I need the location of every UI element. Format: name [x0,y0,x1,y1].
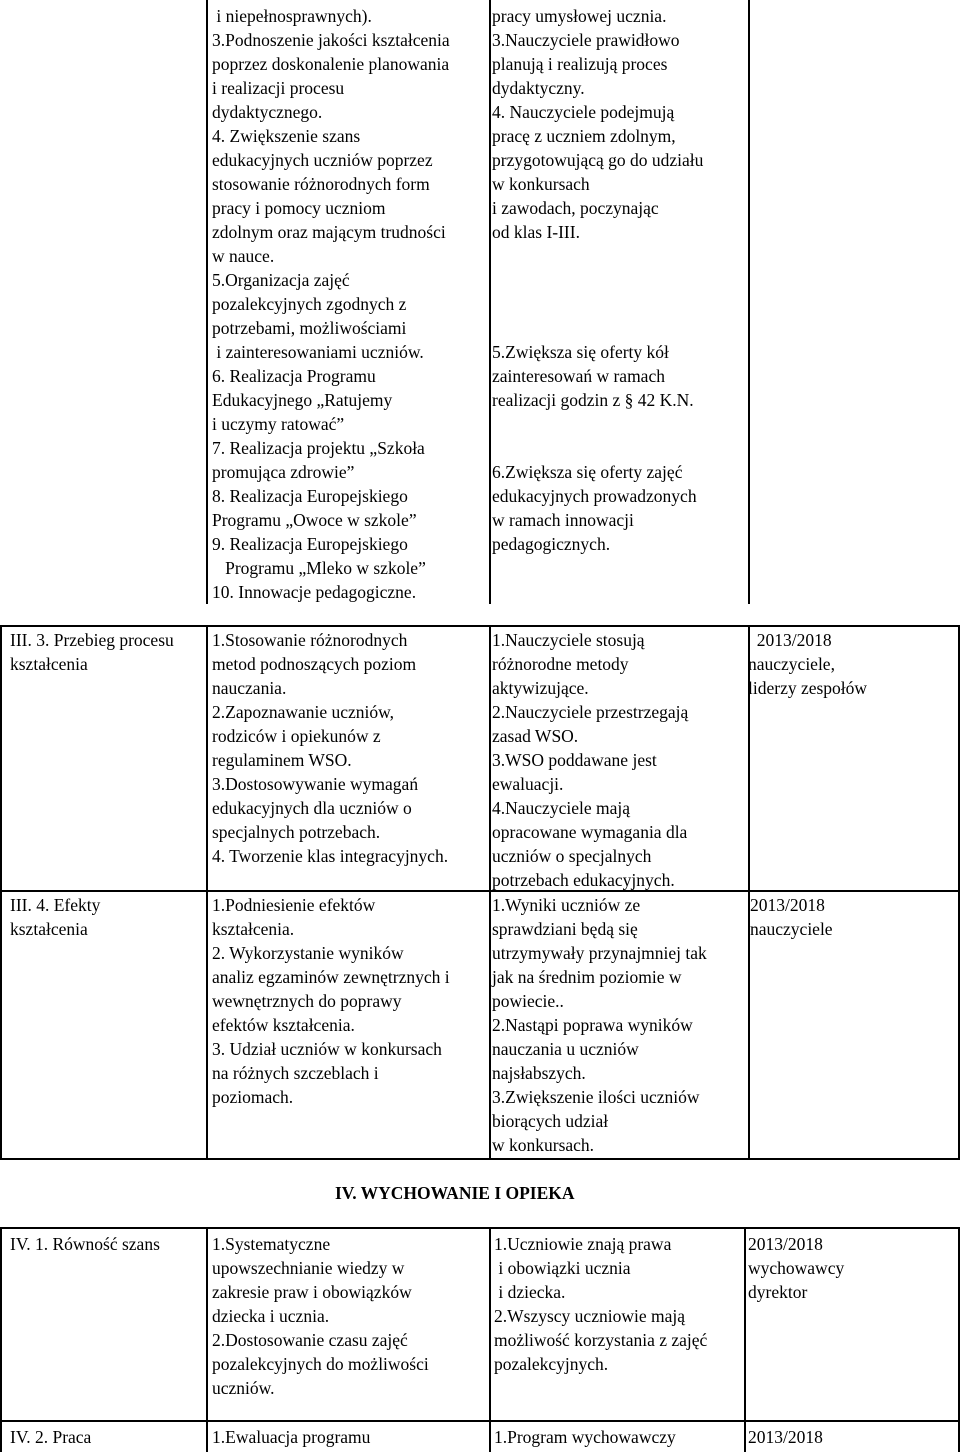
text-line: III. 3. Przebieg procesu [10,630,174,650]
text-line: kształcenia [10,919,88,939]
text-line: i zawodach, poczynając [492,198,659,218]
text-line: opracowane wymagania dla [492,822,688,842]
text-line: kształcenia [10,654,88,674]
text-line: 7. Realizacja projektu „Szkoła [212,438,425,458]
row-III4-col1 [10,893,100,941]
text-line: i realizacji procesu [212,78,345,98]
row-III3-col2 [212,628,448,868]
text-line: zainteresowań w ramach [492,366,665,386]
section-heading: IV. WYCHOWANIE I OPIEKA [335,1183,575,1203]
text-line: przygotowującą go do udziału [492,150,704,170]
row-IV2-col1 [10,1425,91,1449]
table-border [0,1227,2,1452]
text-line: dydaktyczny. [492,78,585,98]
text-line: ewaluacji. [492,774,564,794]
text-line: uczniów o specjalnych [492,846,652,866]
text-line: pracy umysłowej ucznia. [492,6,667,26]
text-line: edukacyjnych prowadzonych [492,486,697,506]
text-line: 4. Tworzenie klas integracyjnych. [212,846,449,866]
text-line: w konkursach [492,174,590,194]
text-line: nauczania u uczniów [492,1039,639,1059]
text-line: pozalekcyjnych do możliwości [212,1354,429,1374]
text-line: realizacji godzin z § 42 K.N. [492,390,694,410]
text-line: promująca zdrowie” [212,462,355,482]
text-line: i dziecka. [494,1282,566,1302]
text-line: biorących udział [492,1111,609,1131]
text-line: rodziców i opiekunów z [212,726,381,746]
text-line: 1.Wyniki uczniów ze [492,895,641,915]
text-line: metod podnoszących poziom [212,654,417,674]
text-line: efektów kształcenia. [212,1015,355,1035]
text-line: edukacyjnych uczniów poprzez [212,150,433,170]
text-line: uczniów. [212,1378,275,1398]
top-col2-text [212,4,450,604]
text-line: i uczymy ratować” [212,414,345,434]
text-line: IV. 1. Równość szans [10,1234,160,1254]
text-line: poprzez doskonalenie planowania [212,54,450,74]
table-border [206,1227,208,1452]
row-IV1-col1 [10,1232,160,1256]
text-line: pozalekcyjnych. [494,1354,609,1374]
row-III3-col1 [10,628,174,676]
text-line: w konkursach. [492,1135,595,1155]
text-line: wychowawcy [748,1258,845,1278]
text-line: 2013/2018 [748,630,832,650]
text-line: zdolnym oraz mającym trudności [212,222,446,242]
top-col3-text-3 [492,460,697,556]
text-line: dydaktycznego. [212,102,323,122]
text-line: 3.Zwiększenie ilości uczniów [492,1087,700,1107]
text-line: nauczyciele [750,919,833,939]
text-line: 3.Dostosowywanie wymagań [212,774,419,794]
row-IV1-col4 [748,1232,844,1304]
text-line: pracę z uczniem zdolnym, [492,126,676,146]
text-line: nauczyciele, [748,654,835,674]
text-line: 2. Wykorzystanie wyników [212,943,404,963]
text-line: dziecka i ucznia. [212,1306,330,1326]
text-line: stosowanie różnorodnych form [212,174,430,194]
row-IV2-col2 [212,1425,370,1449]
text-line: 4. Zwiększenie szans [212,126,361,146]
text-line: upowszechnianie wiedzy w [212,1258,405,1278]
table-border [489,1227,491,1452]
text-line: utrzymywały przynajmniej tak [492,943,707,963]
top-col3-text-1 [492,4,703,244]
text-line: najsłabszych. [492,1063,586,1083]
text-line: 2.Zapoznawanie uczniów, [212,702,395,722]
text-line: w ramach innowacji [492,510,634,530]
text-line: 2013/2018 [750,895,825,915]
text-line: nauczania. [212,678,287,698]
row-III4-col2 [212,893,450,1109]
table-border [0,625,2,1160]
text-line: 2013/2018 [748,1234,823,1254]
text-line: pedagogicznych. [492,534,611,554]
text-line: 5.Zwiększa się oferty kół [492,342,669,362]
row-IV2-col3 [494,1425,676,1449]
text-line: 3.Podnoszenie jakości kształcenia [212,30,450,50]
row-IV1-col3 [494,1232,707,1376]
text-line: III. 4. Efekty [10,895,101,915]
text-line: 3.WSO poddawane jest [492,750,657,770]
text-line: 4.Nauczyciele mają [492,798,630,818]
row-III3-col4 [748,628,867,700]
text-line: IV. 2. Praca [10,1427,92,1447]
text-line: 6.Zwiększa się oferty zajęć [492,462,683,482]
row-III3-col3 [492,628,688,892]
text-line: poziomach. [212,1087,294,1107]
text-line: pozalekcyjnych zgodnych z [212,294,407,314]
text-line: 5.Organizacja zajęć [212,270,350,290]
text-line: 2.Wszyscy uczniowie mają [494,1306,685,1326]
text-line: Edukacyjnego „Ratujemy [212,390,393,410]
text-line: i obowiązki ucznia [494,1258,631,1278]
text-line: dyrektor [748,1282,808,1302]
text-line: 3.Nauczyciele prawidłowo [492,30,680,50]
text-line: 2.Dostosowanie czasu zajęć [212,1330,408,1350]
table-border [0,625,960,627]
text-line: 1.Podniesienie efektów [212,895,376,915]
text-line: i niepełnosprawnych). [212,6,372,26]
text-line: sprawdziani będą się [492,919,638,939]
table-border [489,625,491,1160]
table-border [0,1227,960,1229]
text-line: specjalnych potrzebach. [212,822,381,842]
table-border [206,0,208,604]
text-line: 8. Realizacja Europejskiego [212,486,408,506]
text-line: zasad WSO. [492,726,579,746]
table-border [0,1420,960,1422]
text-line: i zainteresowaniami uczniów. [212,342,424,362]
text-line: aktywizujące. [492,678,589,698]
text-line: 2.Nauczyciele przestrzegają [492,702,689,722]
table-border [206,625,208,1160]
top-col3-text-2 [492,340,694,412]
text-line: analiz egzaminów zewnętrznych i [212,967,450,987]
text-line: Programu „Mleko w szkole” [212,558,426,578]
text-line: 2.Nastąpi poprawa wyników [492,1015,693,1035]
text-line: edukacyjnych dla uczniów o [212,798,412,818]
text-line: Programu „Owoce w szkole” [212,510,417,530]
text-line: 1.Nauczyciele stosują [492,630,645,650]
text-line: regulaminem WSO. [212,750,352,770]
row-III4-col4 [750,893,833,941]
text-line: kształcenia. [212,919,295,939]
text-line: 1.Uczniowie znają prawa [494,1234,672,1254]
text-line: zakresie praw i obowiązków [212,1282,412,1302]
row-IV1-col2 [212,1232,429,1400]
text-line: od klas I-III. [492,222,580,242]
text-line: 4. Nauczyciele podejmują [492,102,675,122]
text-line: planują i realizują proces [492,54,668,74]
row-III4-col3 [492,893,707,1157]
text-line: jak na średnim poziomie w [492,967,682,987]
row-IV2-col4 [748,1425,823,1449]
text-line: różnorodne metody [492,654,629,674]
table-border [0,1158,960,1160]
text-line: liderzy zespołów [748,678,868,698]
table-border [748,0,750,604]
text-line: 1.Systematyczne [212,1234,331,1254]
text-line: pracy i pomocy uczniom [212,198,386,218]
text-line: 2013/2018 [748,1427,823,1447]
text-line: potrzebami, możliwościami [212,318,407,338]
text-line: w nauce. [212,246,275,266]
table-border [489,0,491,604]
text-line: powiecie.. [492,991,564,1011]
text-line: na różnych szczeblach i [212,1063,379,1083]
text-line: 6. Realizacja Programu [212,366,376,386]
text-line: 9. Realizacja Europejskiego [212,534,408,554]
text-line: 1.Program wychowawczy [494,1427,676,1447]
text-line: 1.Stosowanie różnorodnych [212,630,408,650]
text-line: 3. Udział uczniów w konkursach [212,1039,442,1059]
table-border [0,890,960,892]
text-line: wewnętrznych do poprawy [212,991,402,1011]
text-line: potrzebach edukacyjnych. [492,870,675,890]
table-border [744,1227,746,1452]
text-line: możliwość korzystania z zajęć [494,1330,708,1350]
text-line: 10. Innowacje pedagogiczne. [212,582,417,602]
text-line: 1.Ewaluacja programu [212,1427,371,1447]
